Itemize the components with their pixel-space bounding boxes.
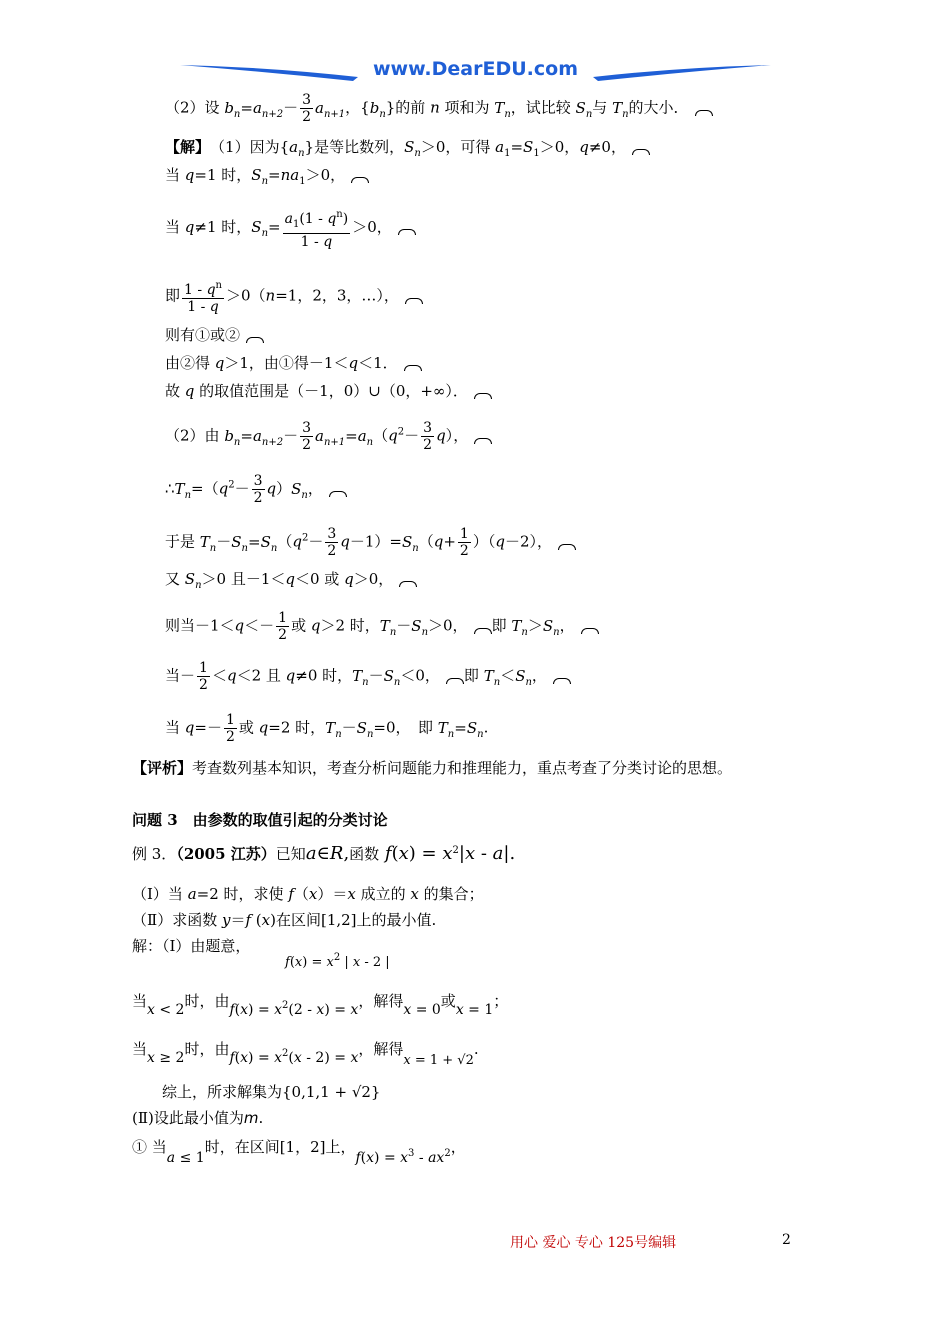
logo-text: www.DearEDU.com — [372, 58, 579, 80]
paragraph-mark-icon — [329, 491, 347, 497]
paragraph-mark-icon — [632, 149, 650, 155]
paragraph-mark-icon — [351, 177, 369, 183]
line-solution-1: 【解】 （1）因为$\{a_n\}$是等比数列，$S_n>0$，可得 $a_1=S_1>0$，q≠0， — [165, 137, 650, 164]
review-paragraph: 【评析】考查数列基本知识，考查分析问题能力和推理能力，重点考查了分类讨论的思想。 — [132, 759, 733, 777]
line-q-range: 故 q 的取值范围是（－1，0）∪（0，+∞）． — [165, 381, 492, 401]
line-ratio-positive: 即 $\frac{1 - q^n}{1 - q}$ ＞0（n=1，2，3，…）， — [165, 278, 423, 315]
paragraph-mark-icon — [446, 678, 464, 684]
header-logo — [178, 55, 773, 91]
solution-case-ge-2: 当x ≥ 2时，由$f(x) = x^2(x - 2) = x$，解得x = 1 + √2. — [132, 1040, 479, 1068]
paragraph-mark-icon — [246, 337, 264, 343]
solution-i-formula: $f(x) = x^2$ | x - 2 | — [285, 952, 390, 970]
line-case-greater: 则当－1＜q＜－ $\frac{1}{2}$ 或 q＞2 时，$T_n-S_n>0$， 即 $T_n>S_n$， — [165, 610, 599, 643]
question-i: （Ⅰ）当 a=2 时，求使 f（x）＝x 成立的 x 的集合； — [132, 885, 484, 903]
paragraph-mark-icon — [474, 393, 492, 399]
line-question-2: （2）设 $b_n=a_{n+2}-$ $\frac{3}{2}$ $a_{n+1}$，$\{b_n\}$的前 n 项和为 $T_n$，试比较 $S_n$与 $T_n$的大小． — [165, 92, 713, 125]
line-q-not-1: 当 q≠1 时，$S_n=$ $\frac{a_1(1 - q^n)}{1 - q}$ ＞0， — [165, 203, 416, 258]
paragraph-mark-icon — [558, 544, 576, 550]
page-number: 2 — [782, 1232, 791, 1248]
paragraph-mark-icon — [399, 581, 417, 587]
paragraph-mark-icon — [474, 438, 492, 444]
line-tn: $\therefore T_n=(q^2-$ $\frac{3}{2}$ $q)S_n$， — [165, 473, 347, 506]
paragraph-mark-icon — [405, 298, 423, 304]
example-3: 例 3．（2005 江苏）已知a∈R,函数 $f(x) = x^2|x - a|$. — [132, 843, 516, 864]
solution-i-intro: 解：（Ⅰ）由题意， — [132, 937, 251, 955]
footer-editor-note: 用心 爱心 专心 125号编辑 — [510, 1235, 677, 1251]
line-case-equal: 当 q=－ $\frac{1}{2}$ 或 q=2 时，$T_n-S_n=0$， 即 $T_n=S_n$. — [165, 712, 489, 745]
solution-summary: 综上，所求解集为{0,1,1 + √2} — [162, 1083, 381, 1101]
solution-ii-case-1: ① 当a ≤ 1时，在区间[1，2]上，$f(x) = x^3 - ax^2$， — [132, 1138, 466, 1166]
solution-ii-intro: (Ⅱ)设此最小值为m. — [132, 1109, 264, 1127]
paragraph-mark-icon — [398, 229, 416, 235]
line-cases: 则有①或② — [165, 325, 264, 345]
line-part2-bn: （2）由 $b_n=a_{n+2}-$ $\frac{3}{2}$ $a_{n+1}=a_n(q^2-$ $\frac{3}{2}$ q）， — [165, 420, 492, 453]
line-sn-positive: 又 $S_n>0$ 且－1＜q＜0 或 q＞0， — [165, 569, 417, 596]
line-tn-minus-sn: 于是 $T_n-S_n=S_n(q^2-$ $\frac{3}{2}$ $q-1)=S_n(q+$ $\frac{1}{2}$ ）（q－2）， — [165, 526, 576, 559]
solution-case-less-2: 当x < 2时，由$f(x) = x^2(2 - x) = x$，解得x = 0或x = 1； — [132, 992, 509, 1018]
line-case-less: 当－ $\frac{1}{2}$ ＜q＜2 且 q≠0 时，$T_n-S_n<0$， 即 $T_n<S_n$， — [165, 660, 571, 693]
line-q-equals-1: 当 q=1 时，$S_n=na_1>0$， — [165, 165, 369, 192]
paragraph-mark-icon — [695, 110, 713, 116]
paragraph-mark-icon — [474, 628, 492, 634]
paragraph-mark-icon — [404, 365, 422, 371]
question-ii: （Ⅱ）求函数 y＝f (x)在区间[1,2]上的最小值. — [132, 911, 437, 929]
paragraph-mark-icon — [553, 678, 571, 684]
line-from-cases: 由②得 q＞1，由①得－1＜q＜1． — [165, 353, 422, 373]
problem-3-title: 问题 3 由参数的取值引起的分类讨论 — [132, 811, 388, 829]
paragraph-mark-icon — [581, 628, 599, 634]
